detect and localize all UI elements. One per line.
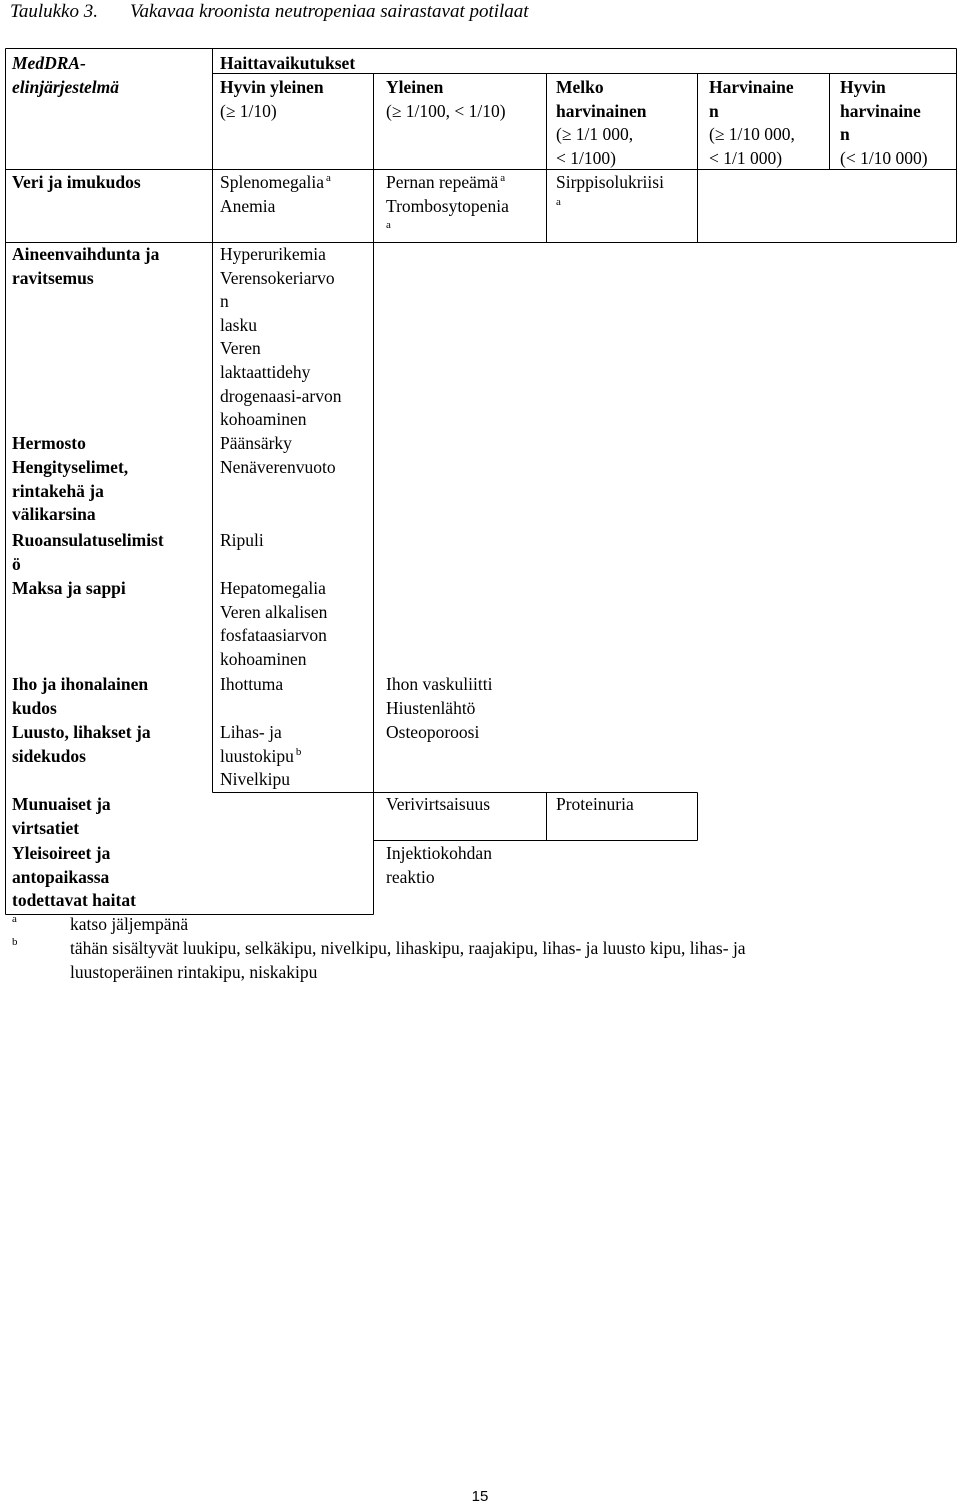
header-very-common: Hyvin yleinen (≥ 1/10) <box>220 77 324 121</box>
caption-title: Vakavaa kroonista neutropeniaa sairastavat potilaat <box>129 1 529 22</box>
row-musculo-common: Osteoporoosi <box>386 722 480 742</box>
row-skin-very-common: Ihottuma <box>220 674 284 694</box>
page-number: 15 <box>471 1488 489 1505</box>
row-nervous-soc: Hermosto <box>12 433 86 453</box>
row-renal-uncommon: Proteinuria <box>556 794 634 814</box>
header-soc: MedDRA- elinjärjestelmä <box>12 53 119 97</box>
row-metabolism-very-common: Hyperurikemia Verensokeriarvo n lasku Veren laktaattidehy drogenaasi-arvon kohoaminen <box>220 244 342 430</box>
row-general-common: Injektiokohdan reaktio <box>386 843 492 887</box>
row-liver-soc: Maksa ja sappi <box>12 578 126 598</box>
footnote-a-text: katso jäljempänä <box>70 914 189 934</box>
header-common: Yleinen (≥ 1/100, < 1/10) <box>386 77 506 121</box>
row-blood-soc: Veri ja imukudos <box>12 172 141 192</box>
caption-label: Taulukko 3. <box>10 1 98 22</box>
row-renal-common: Verivirtsaisuus <box>386 794 491 814</box>
footnote-a-mark: a <box>12 913 17 925</box>
row-metabolism-soc: Aineenvaihdunta ja ravitsemus <box>12 244 160 288</box>
header-adverse-effects: Haittavaikutukset <box>220 53 356 73</box>
row-general-soc: Yleisoireet ja antopaikassa todettavat haitat <box>12 843 136 911</box>
row-musculo-soc: Luusto, lihakset ja sidekudos <box>12 722 151 766</box>
row-nervous-very-common: Päänsärky <box>220 433 292 453</box>
row-blood-common: Pernan repeämä $^a$ Trombosytopenia a <box>386 172 509 232</box>
row-respiratory-soc: Hengityselimet, rintakehä ja välikarsina <box>12 457 129 525</box>
header-rare: Harvinaine n (≥ 1/10 000, < 1/1 000) <box>709 77 795 168</box>
footnote-b-mark: b <box>12 936 18 948</box>
row-skin-common: Ihon vaskuliitti Hiustenlähtö <box>386 674 493 718</box>
row-blood-very-common: Splenomegalia $^a$ Anemia <box>220 172 331 216</box>
row-liver-very-common: Hepatomegalia Veren alkalisen fosfataasiarvon kohoaminen <box>220 578 328 669</box>
row-musculo-very-common: Lihas- ja luustokipu $^b$ Nivelkipu <box>220 722 302 790</box>
row-renal-soc: Munuaiset ja virtsatiet <box>12 794 111 838</box>
header-very-rare: Hyvin harvinaine n (< 1/10 000) <box>840 77 928 168</box>
row-skin-soc: Iho ja ihonalainen kudos <box>12 674 149 718</box>
row-gi-very-common: Ripuli <box>220 530 264 550</box>
row-gi-soc: Ruoansulatuselimist ö <box>12 530 164 574</box>
footnote-b-text: tähän sisältyvät luukipu, selkäkipu, nivelkipu, lihaskipu, raajakipu, lihas- ja luusto kipu, lihas- ja luustoperäinen rintakipu, niskakipu <box>70 938 746 982</box>
row-respiratory-very-common: Nenäverenvuoto <box>220 457 336 477</box>
header-uncommon: Melko harvinainen (≥ 1/1 000, < 1/100) <box>556 77 647 168</box>
row-blood-uncommon: Sirppisolukriisi a <box>556 172 664 208</box>
